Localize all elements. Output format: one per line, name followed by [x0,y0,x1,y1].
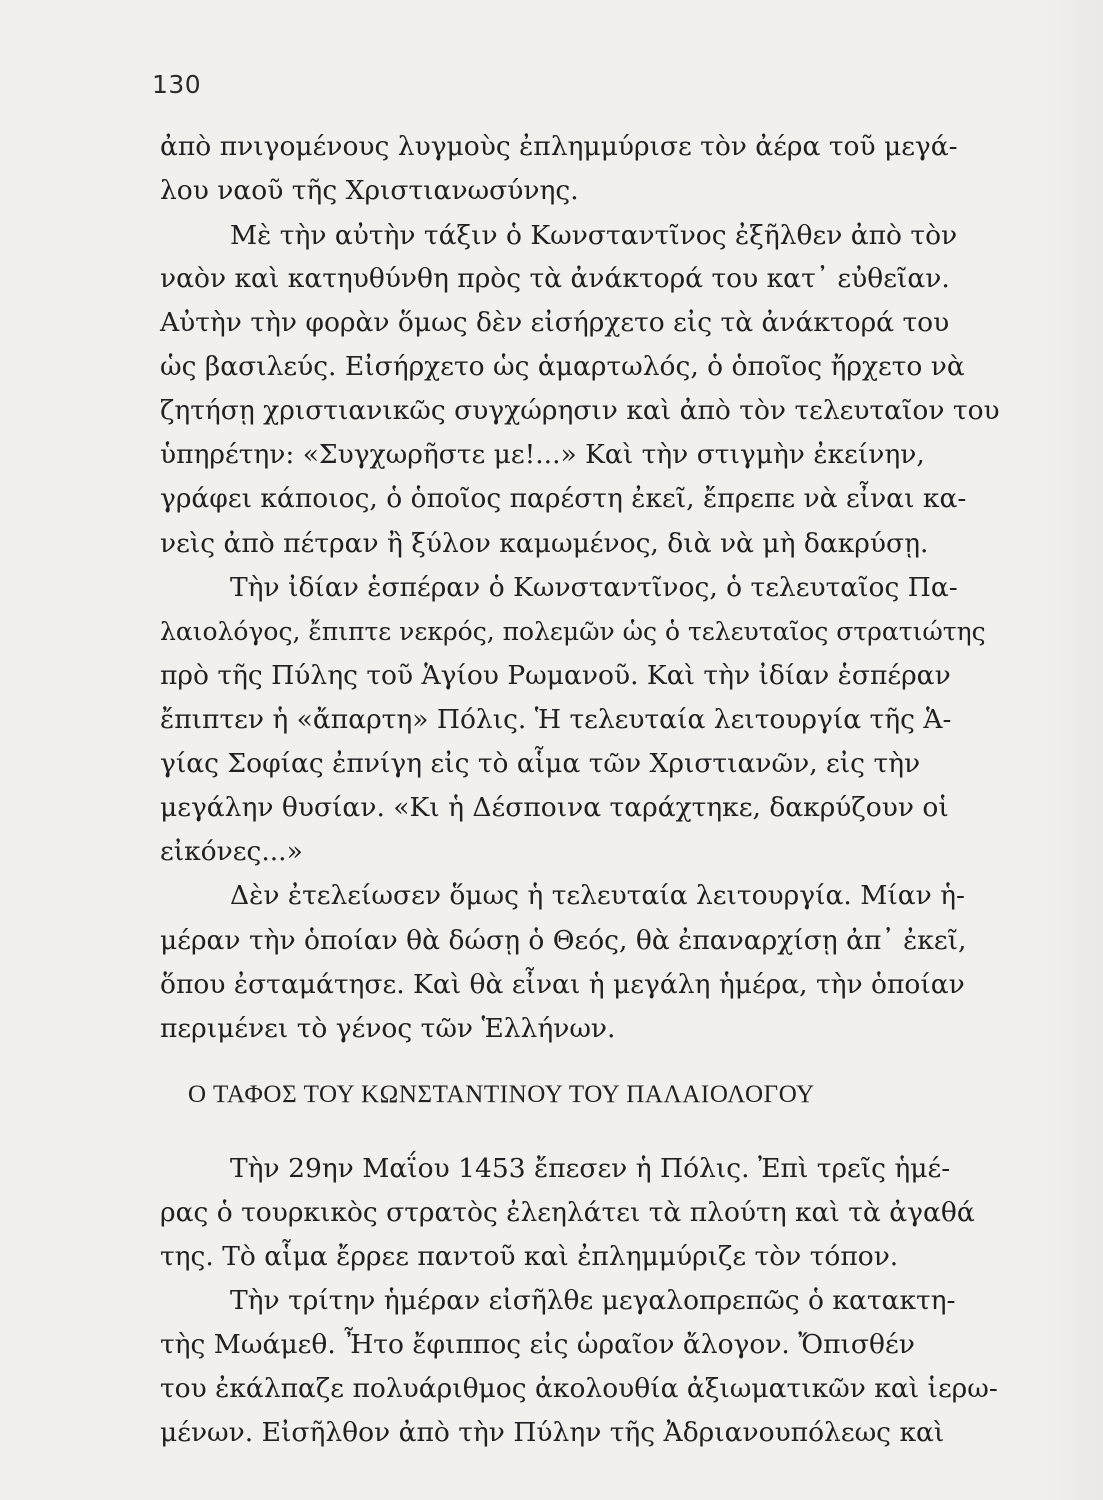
text-line: τὴς Μωάμεθ. Ἦτο ἔφιππος εἰς ὡραῖον ἄλογον. Ὄπισθέν [160,1329,915,1360]
text-line: γίας Σοφίας ἐπνίγη εἰς τὸ αἷμα τῶν Χριστιανῶν, εἰς τὴν [160,748,921,779]
text-line: λαιολόγος, ἔπιπτε νεκρός, πολεμῶν ὡς ὁ τελευταῖος στρατιώτης [160,617,986,646]
text-line: ὑπηρέτην: «Συγχωρῆστε με!...» Καὶ τὴν στιγμὴν ἐκείνην, [160,439,925,470]
page-edge-shadow [1033,0,1103,1500]
text-line: Τὴν τρίτην ἡμέραν εἰσῆλθε μεγαλοπρεπῶς ὁ κατακτη- [230,1285,956,1316]
text-line: ρας ὁ τουρκικὸς στρατὸς ἐλεηλάτει τὰ πλούτη καὶ τὰ ἀγαθά [160,1197,975,1228]
text-line: Δὲν ἐτελείωσεν ὅμως ἡ τελευταία λειτουργία. Μίαν ἡ- [230,880,965,911]
text-line: γράφει κάποιος, ὁ ὁποῖος παρέστη ἐκεῖ, ἔπρεπε νὰ εἶναι κα- [160,483,967,514]
text-line: της. Τὸ αἷμα ἔρρεε παντοῦ καὶ ἐπλημμύριζε τὸν τόπον. [160,1241,899,1272]
text-line: μέραν τὴν ὁποίαν θὰ δώσῃ ὁ Θεός, θὰ ἐπαναρχίσῃ ἀπ᾽ ἐκεῖ, [160,925,967,956]
text-line: Αὐτὴν τὴν φορὰν ὅμως δὲν εἰσήρχετο εἰς τὰ ἀνάκτορά του [160,307,950,338]
text-line: νεὶς ἀπὸ πέτραν ἢ ξύλον καμωμένος, διὰ νὰ μὴ δακρύσῃ. [160,528,929,559]
text-line: Τὴν 29ην Μαΐου 1453 ἔπεσεν ἡ Πόλις. Ἐπὶ τρεῖς ἡμέ- [230,1153,951,1184]
text-line: Τὴν ἰδίαν ἑσπέραν ὁ Κωνσταντῖνος, ὁ τελευταῖος Πα- [230,572,958,603]
text-line: ἔπιπτεν ἡ «ἄπαρτη» Πόλις. Ἡ τελευταία λειτουργία τῆς Ἁ- [160,704,952,735]
text-line: μένων. Εἰσῆλθον ἀπὸ τὴν Πύλην τῆς Ἀδριανουπόλεως καὶ [160,1417,945,1448]
text-line: ζητήσῃ χριστιανικῶς συγχώρησιν καὶ ἀπὸ τὸν τελευταῖον του [160,395,1000,426]
text-line: ὡς βασιλεύς. Εἰσήρχετο ὡς ἁμαρτωλός, ὁ ὁποῖος ἤρχετο νὰ [160,351,965,382]
section-heading: Ο ΤΑΦΟΣ ΤΟΥ ΚΩΝΣΤΑΝΤΙΝΟΥ ΤΟΥ ΠΑΛΑΙΟΛΟΓΟΥ [188,1081,815,1108]
page-number: 130 [152,70,202,99]
text-line: του ἐκάλπαζε πολυάριθμος ἀκολουθία ἀξιωματικῶν καὶ ἱερω- [160,1373,998,1404]
text-line: ἀπὸ πνιγομένους λυγμοὺς ἐπλημμύρισε τὸν ἀέρα τοῦ μεγά- [160,131,958,162]
text-line: περιμένει τὸ γένος τῶν Ἑλλήνων. [160,1013,616,1044]
text-line: Μὲ τὴν αὐτὴν τάξιν ὁ Κωνσταντῖνος ἐξῆλθεν ἀπὸ τὸν [230,220,958,251]
text-line: εἰκόνες...» [160,836,303,867]
text-line: ὅπου ἐσταμάτησε. Καὶ θὰ εἶναι ἡ μεγάλη ἡμέρα, τὴν ὁποίαν [160,969,965,1000]
text-line: μεγάλην θυσίαν. «Κι ἡ Δέσποινα ταράχτηκε, δακρύζουν οἱ [160,792,949,823]
text-line: πρὸ τῆς Πύλης τοῦ Ἁγίου Ρωμανοῦ. Καὶ τὴν ἰδίαν ἑσπέραν [160,660,951,691]
text-line: ναὸν καὶ κατηυθύνθη πρὸς τὰ ἀνάκτορά του κατ᾽ εὐθεῖαν. [160,263,950,294]
text-line: λου ναοῦ τῆς Χριστιανωσύνης. [160,175,579,206]
